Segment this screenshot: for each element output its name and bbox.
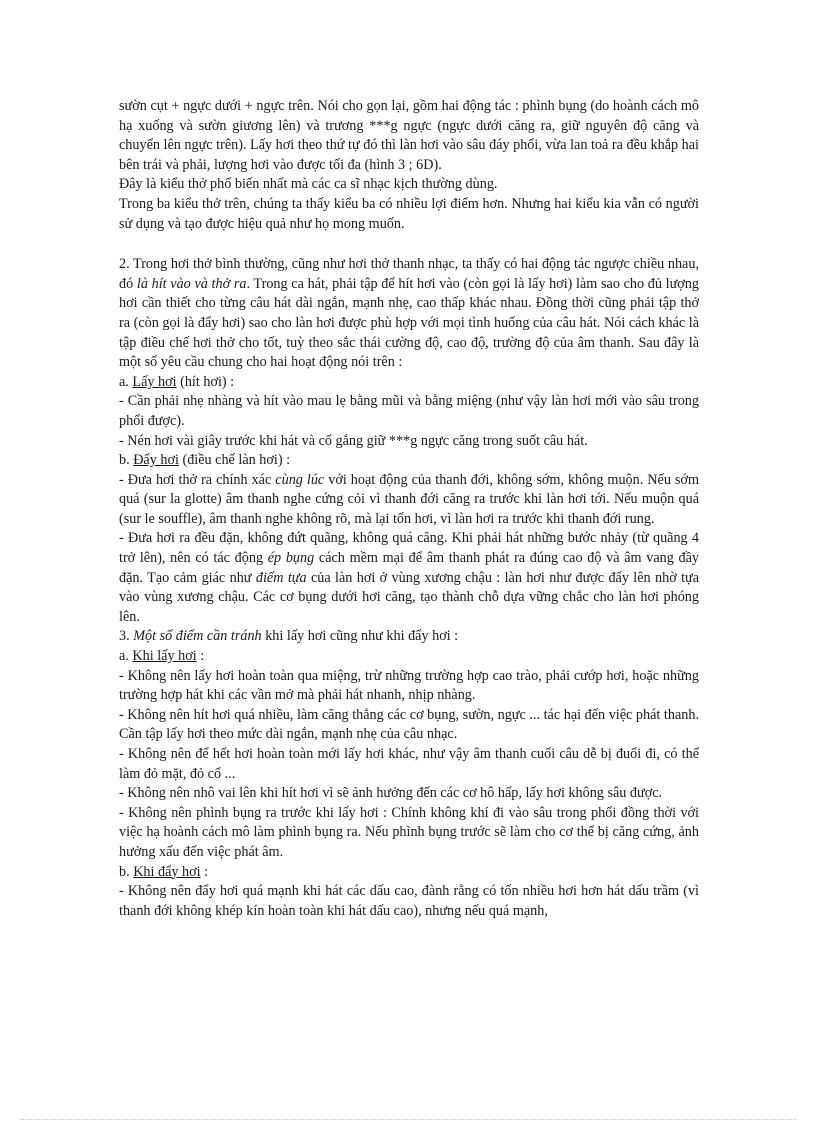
paragraph — [119, 667, 699, 706]
text-run: 3. — [119, 628, 134, 645]
underlined-heading: Khi lấy hơi — [132, 648, 197, 665]
text-run: - Không nên phình bụng ra trước khi lấy hơi : Chính không khí đi vào sâu trong phổi đồng thời với việc hạ hoành cách mô làm phình bụng ra. Nếu phình bụng trước sẽ làm cho cơ thể bị căng cứng, ảnh hưởng xấu đến việc phát âm. — [119, 804, 699, 860]
paragraph — [119, 863, 699, 883]
paragraph — [119, 432, 699, 452]
text-run: của làn hơi ở vùng xương chậu : làn hơi như được đẩy lên nhờ tựa vào vùng xương chậu. Các cơ bụng dưới hơi căng, tạo thành chỗ dựa vững chắc cho làn hơi phóng lên. — [119, 569, 700, 625]
text-run: cách mềm mại để âm thanh phát ra đúng cao độ và âm vang đầy đặn. Tạo cảm giác như — [119, 550, 699, 586]
text-run: a. — [119, 648, 133, 665]
text-run: . Trong ca hát, phải tập để hít hơi vào (còn gọi là lấy hơi) làm sao cho đủ lượng hơi cần thiết cho từng câu hát dài ngắn, mạnh nhẹ, cao thấp khác nhau. Đồng thời cũng phải tập thở ra (còn gọi là đẩy hơi) sao cho làn hơi được phù hợp với mọi tình huống của câu hát. Nói cách khác là tập điều chế hơi thở cho tốt, tuỳ theo sắc thái cường độ, cao độ, trường độ của âm thanh. Sau đây là một số yêu cầu chung cho hai hoạt động nói trên : — [119, 275, 699, 371]
paragraph — [119, 451, 699, 471]
text-run: : — [196, 648, 205, 665]
paragraph — [119, 175, 699, 195]
text-run: - Đưa hơi thở ra chính xác — [119, 471, 276, 488]
paragraph — [119, 97, 699, 175]
underlined-heading: Khi đẩy hơi — [133, 863, 201, 880]
paragraph — [119, 255, 699, 373]
text-run: b. — [119, 863, 134, 880]
paragraph — [119, 627, 699, 647]
document-page — [119, 97, 699, 921]
paragraph — [119, 471, 699, 530]
text-run: - Không nên đẩy hơi quá mạnh khi hát các dấu cao, đành rằng có tốn nhiều hơi hơn hát dấu trầm (vì thanh đới không khép kín hoàn toàn khi hát dấu cao), nhưng nếu quá mạnh, — [119, 883, 699, 919]
text-run: - Nén hơi vài giây trước khi hát và cố gắng giữ ***g ngực căng trong suốt câu hát. — [119, 432, 588, 449]
italic-text: điểm tựa — [255, 569, 307, 586]
page-bottom-divider — [20, 1119, 796, 1120]
paragraph — [119, 745, 699, 784]
text-run: - Không nên để hết hơi hoàn toàn mới lấy hơi khác, như vậy âm thanh cuối câu dễ bị đuối đi, có thể làm đỏ mặt, đỏ cổ ... — [119, 746, 699, 782]
text-run: - Không nên nhô vai lên khi hít hơi vì sẽ ảnh hưởng đến các cơ hô hấp, lấy hơi không sâu được. — [119, 785, 663, 802]
text-run: Đây là kiểu thở phổ biến nhất mà các ca sĩ nhạc kịch thường dùng. — [119, 176, 498, 193]
italic-text: là hít vào và thở ra — [136, 275, 247, 292]
text-run: với hoạt động của thanh đới, không sớm, không muộn. Nếu sớm quá (sur la glotte) âm thanh nghe cứng cỏi vì thanh đới căng ra trước khi làn hơi tới. Nếu muộn quá (sur le souffle), âm thanh nghe không rõ, mà lại tốn hơi, vì làn hơi ra trước khi thanh đới rung. — [119, 471, 699, 527]
text-run: - Cần phải nhẹ nhàng và hít vào mau lẹ bằng mũi và bằng miệng (như vậy làn hơi mới vào sâu trong phổi được). — [119, 393, 699, 429]
text-run: 2. Trong hơi thở bình thường, cũng như hơi thở thanh nhạc, ta thấy có hai động tác ngược chiều nhau, đó — [119, 256, 699, 292]
italic-text: Một số điểm cần tránh — [133, 628, 262, 645]
text-run: Trong ba kiểu thở trên, chúng ta thấy kiểu ba có nhiều lợi điểm hơn. Nhưng hai kiểu kia vẫn có người sử dụng và tạo được hiệu quả như họ mong muốn. — [119, 195, 699, 232]
italic-text: ép bụng — [267, 550, 315, 567]
paragraph — [119, 882, 699, 921]
paragraph-spacer — [119, 234, 699, 255]
paragraph — [119, 373, 699, 393]
text-run: sườn cụt + ngực dưới + ngực trên. Nói cho gọn lại, gồm hai động tác : phình bụng (do hoành cách mô hạ xuống và sườn giương lên) và trương ***g ngực (ngực dưới căng ra, giữ nguyên độ căng và chuyển lên ngực trên). Lấy hơi theo thứ tự đó thì làn hơi vào sâu đáy phổi, vừa lan toả ra đều khắp hai bên trái và phải, lượng hơi vào được tối đa (hình 3 ; 6D). — [119, 98, 699, 173]
text-run: - Không nên lấy hơi hoàn toàn qua miệng, trừ những trường hợp cao trào, phải cướp hơi, hoặc những trường hợp hát khi các vần mở mà phải hát nhanh, nhịp nhàng. — [119, 667, 699, 704]
text-run: (điều chế làn hơi) : — [178, 452, 291, 469]
text-run: (hít hơi) : — [176, 373, 235, 390]
text-run: b. — [119, 452, 134, 469]
paragraph — [119, 804, 699, 863]
underlined-heading: Đẩy hơi — [133, 452, 179, 469]
text-run: - Đưa hơi ra đều đặn, không đứt quãng, không quá căng. Khi phải hát những bước nhảy (từ quãng 4 trở lên), nên có tác động — [119, 530, 699, 567]
underlined-heading: Lấy hơi — [132, 373, 177, 390]
paragraph — [119, 784, 699, 804]
paragraph — [119, 647, 699, 667]
text-run: : — [200, 863, 209, 880]
italic-text: cùng lúc — [275, 471, 325, 488]
paragraph — [119, 529, 699, 627]
text-run: khi lấy hơi cũng như khi đẩy hơi : — [261, 628, 459, 645]
paragraph — [119, 195, 699, 234]
text-run: - Không nên hít hơi quá nhiều, làm căng thẳng các cơ bụng, sườn, ngực ... tác hại đến việc phát thanh. Cần tập lấy hơi theo mức dài ngắn, mạnh nhẹ của câu nhạc. — [119, 706, 699, 743]
paragraph — [119, 392, 699, 431]
text-run: a. — [119, 373, 133, 390]
paragraph — [119, 706, 699, 745]
